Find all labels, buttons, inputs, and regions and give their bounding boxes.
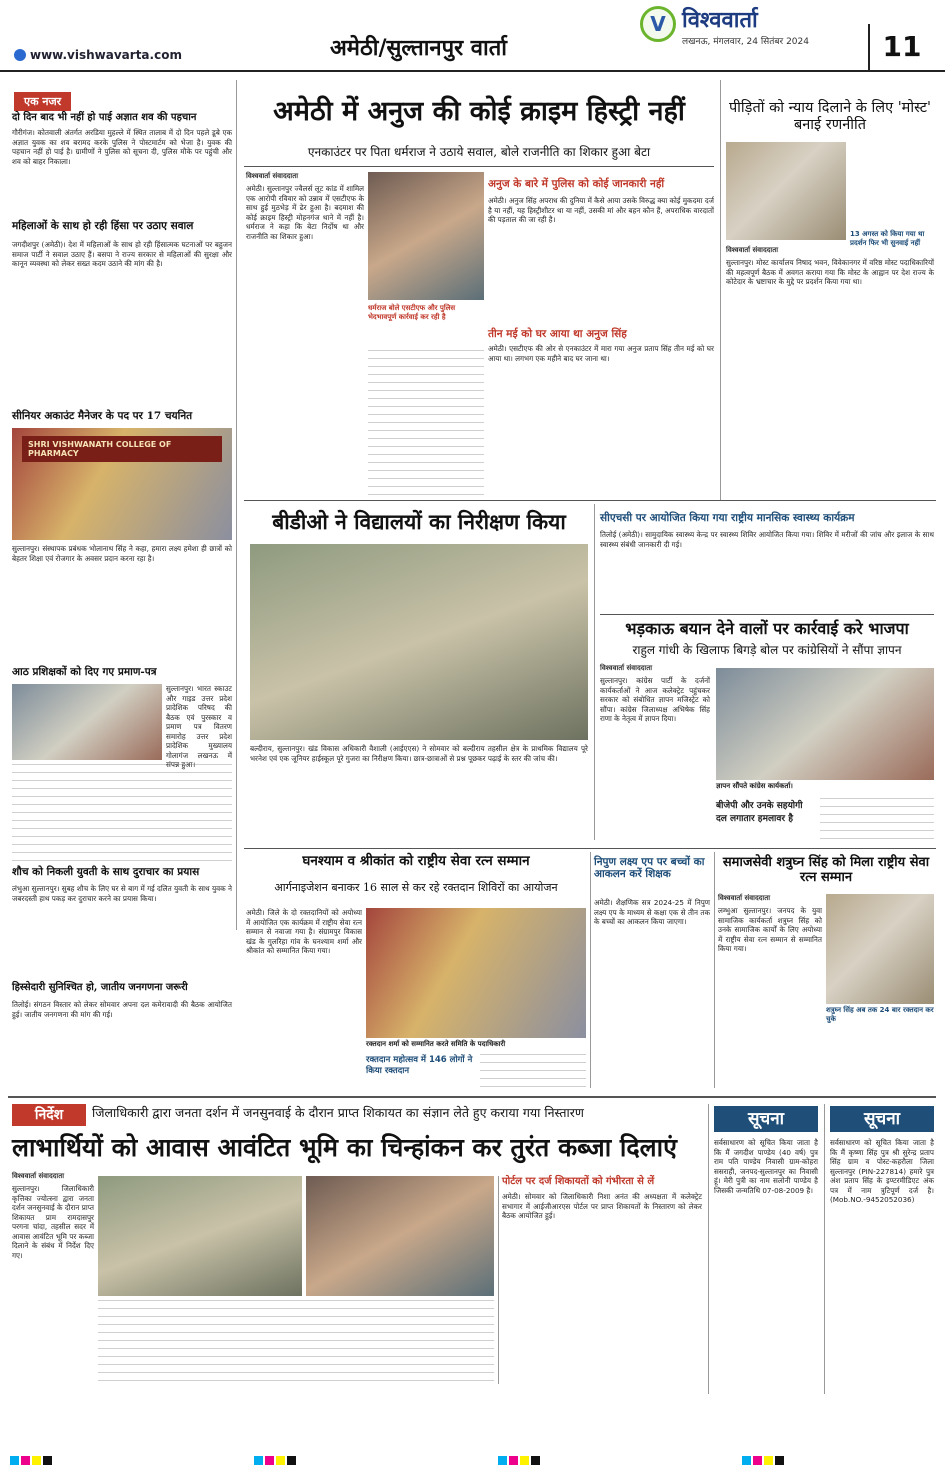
paper-logo (640, 4, 860, 52)
band-rule (244, 500, 936, 501)
congress-photo (716, 668, 934, 780)
ratna-quote: रक्तदान महोत्सव में 146 लोगों ने किया रक्तदान (366, 1055, 473, 1076)
bdo-body: बल्दीराय, सुल्तानपुर। खंड विकास अधिकारी वैशाली (आईएएस) ने सोमवार को बल्दीराय तहसील क्षेत्र के प्राथमिक विद्यालय पूरे भरनेश एवं एक जूनियर हाईस्कूल पूरे गुजरा का निरीक्षण किया। छात्र-छात्राओं से प्रश्न पूछकर पढ़ाई के स्तर की जांच की। (250, 744, 588, 763)
column-divider (236, 80, 237, 930)
lead-rule (244, 166, 714, 167)
story3-headline: सीनियर अकाउंट मैनेजर के पद पर 17 चयनित (12, 410, 193, 422)
portal-body: अमेठी। सोमवार को जिलाधिकारी निशा अनंत की अध्यक्षता में कलेक्ट्रेट सभागार में आईजीआरएस पोर्टल पर प्राप्त शिकायतों के निस्तारण को लेकर बैठक आयोजित हुई। (502, 1192, 702, 1220)
ek-nazar-label: एक नजर (14, 92, 71, 111)
column-divider (714, 852, 715, 1088)
bottom-headline: लाभार्थियों को आवास आवंटित भूमि का चिन्हांकन कर तुरंत कब्जा दिलाएं (12, 1133, 677, 1162)
dm-photo (98, 1176, 302, 1296)
magenta-swatch (509, 1456, 518, 1465)
lead-byline: विश्ववार्ता संवाददाता (246, 172, 299, 180)
nipun-headline: निपुण लक्ष्य एप पर बच्चों का आकलन करें शिक्षक (594, 856, 705, 881)
ratna-photo (366, 908, 586, 1038)
college-photo (12, 428, 232, 540)
black-swatch (43, 1456, 52, 1465)
story6-headline: हिस्सेदारी सुनिश्चित हो, जातीय जनगणना जरूरी (12, 982, 188, 993)
janta-darshan-photo (306, 1176, 494, 1296)
story2-body: जगदीशपुर (अमेठी)। देश में महिलाओं के साथ हो रही हिंसात्मक घटनाओं पर बहुजन समाज पार्टी ने सवाल उठाए हैं। बसपा ने राज्य सरकार से महिलाओं की सुरक्षा और कानून व्यवस्था को लेकर सख्त कदम उठाने की मांग की है। (12, 240, 232, 268)
lead-subheadline: एनकाउंटर पर पिता धर्मराज ने उठाये सवाल, बोले राजनीति का शिकार हुआ बेटा (307, 145, 651, 159)
mental-body: तिलोई (अमेठी)। सामुदायिक स्वास्थ्य केन्द्र पर स्वास्थ्य शिविर आयोजित किया गया। शिविर में मरीजों की जांच और इलाज के साथ स्वास्थ्य संबंधी जानकारी दी गई। (600, 530, 934, 549)
side2-headline: तीन मई को घर आया था अनुज सिंह (488, 328, 627, 340)
story4-body: सुल्तानपुर। भारत स्काउट और गाइड उत्तर प्रदेश प्रादेशिक परिषद की बैठक एवं पुरस्कार व प्रमाण पत्र वितरण समारोह उत्तर प्रदेश प्रादेशिक मुख्यालय गोलागंज लखनऊ में संपन्न हुआ। (166, 684, 232, 769)
story3-body: सुल्तानपुर। संस्थापक प्रबंधक भोलानाथ सिंह ने कहा, हमारा लक्ष्य हमेशा ही छात्रों को बेहतर शिक्षा एवं रोजगार के अवसर प्रदान करना रहा है। (12, 544, 232, 563)
magenta-swatch (21, 1456, 30, 1465)
yellow-swatch (32, 1456, 41, 1465)
bjp-photo-caption: ज्ञापन सौंपते कांग्रेस कार्यकर्ता। (716, 782, 793, 790)
cyan-swatch (254, 1456, 263, 1465)
lead-headline: अमेठी में अनुज की कोई क्राइम हिस्ट्री नहीं (273, 96, 685, 127)
bjp-pullquote: बीजेपी और उनके सहयोगी दल लगातार हमलावर है (716, 801, 803, 824)
most-body: सुल्तानपुर। मोस्ट कार्यालय निषाद भवन, विवेकानगर में वरिष्ठ मोस्ट पदाधिकारियों की महत्वपूर्ण बैठक में अवगत कराया गया कि मोस्ट के आह्वान पर देश राज्य के कोटेदार के भ्रष्टाचार के मुद्दे पर प्रदर्शन किया गया था। (726, 258, 934, 286)
shatrughan-byline: विश्ववार्ता संवाददाता (718, 894, 771, 902)
lead-continued (368, 350, 484, 496)
logo-mark-icon: V (640, 6, 676, 42)
bdo-photo (250, 544, 588, 740)
bottom-kicker: जिलाधिकारी द्वारा जनता दर्शन में जनसुनवाई के दौरान प्राप्त शिकायत का संज्ञान लेते हुए कराया गया निस्तारण (92, 1105, 584, 1120)
page-number: 11 (868, 24, 934, 70)
column-divider (590, 852, 591, 1088)
black-swatch (775, 1456, 784, 1465)
dharmraj-photo (368, 172, 484, 300)
side1-headline: अनुज के बारे में पुलिस को कोई जानकारी नहीं (488, 178, 665, 190)
globe-icon (14, 49, 26, 61)
side1-body: अमेठी। अनुज सिंह अपराध की दुनिया में कैसे आया उसके विरुद्ध क्या कोई मुकदमा दर्ज है या नहीं, यह हिस्ट्रीशीटर था या नहीं, उसकी मां और बहन कौन हैं, अपराधिक वारदातों की पड़ताल की जा रही है। (488, 196, 714, 224)
notice-left-body: सर्वसाधारण को सूचित किया जाता है कि मैं जगदीश पाण्डेय (40 वर्ष) पुत्र राम पति पाण्डेय निवासी ग्राम-कोहरा ससराही, जनपद-सुल्तानपुर का निवासी हूं। मेरी पुत्री का नाम सलोनी पाण्डेय है जिसकी जन्मतिथि 07-08-2009 है। (714, 1138, 818, 1195)
black-swatch (531, 1456, 540, 1465)
bjp-body: सुल्तानपुर। कांग्रेस पार्टी के दर्जनों कार्यकर्ताओं ने आज कलेक्ट्रेट पहुंचकर सरकार को संबोधित ज्ञापन मजिस्ट्रेट को सौंपा। कांग्रेस जिलाध्यक्ष अभिषेक सिंह राणा के नेतृत्व में ज्ञापन दिया। (600, 676, 710, 723)
most-headline: पीड़ितों को न्याय दिलाने के लिए 'मोस्ट' बनाई रणनीति (728, 100, 932, 133)
bjp-continued (820, 798, 934, 840)
story5-headline: शौच को निकली युवती के साथ दुराचार का प्रयास (12, 866, 200, 878)
shatrughan-photo-caption: शत्रुघ्न सिंह अब तक 24 बार रक्तदान कर चुके (826, 1006, 934, 1023)
ratna-continued (480, 1054, 586, 1088)
story4-headline: आठ प्रशिक्षकों को दिए गए प्रमाण-पत्र (12, 666, 157, 678)
shatrughan-headline: समाजसेवी शत्रुघ्न सिंह को मिला राष्ट्रीय सेवा रत्न सम्मान (722, 855, 930, 885)
story5-body: लंभुआ सुल्तानपुर। सुबह शौच के लिए घर से बाग में गई दलित युवती के साथ युवक ने जबरदस्ती हाथ पकड़ कर दुराचार करने का प्रयास किया। (12, 884, 232, 903)
story1-headline: दो दिन बाद भी नहीं हो पाई अज्ञात शव की पहचान (12, 112, 197, 123)
shatrughan-body: लम्भुआ सुल्तानपुर। जनपद के युवा सामाजिक कार्यकर्ता शत्रुघ्न सिंह को उनके सामाजिक कार्यों के लिए अयोध्या में राष्ट्रीय सेवा रत्न सम्मान से सम्मानित किया गया। (718, 906, 822, 953)
bjp-headline: भड़काऊ बयान देने वालों पर कार्रवाई करे भाजपा (625, 619, 909, 638)
most-photo-caption: 13 अगस्त को किया गया था प्रदर्शन फिर भी सुनवाई नहीं (850, 230, 925, 247)
column-divider (824, 1104, 825, 1394)
column-divider (720, 80, 721, 500)
story2-headline: महिलाओं के साथ हो रही हिंसा पर उठाए सवाल (12, 220, 194, 232)
section-title: अमेठी/सुल्तानपुर वार्ता (330, 35, 507, 61)
portal-headline: पोर्टल पर दर्ज शिकायतों को गंभीरता से लें (502, 1176, 655, 1187)
photo-banner: SHRI VISHWANATH COLLEGE OF PHARMACY (22, 436, 222, 462)
mental-headline: सीएचसी पर आयोजित किया गया राष्ट्रीय मानसिक स्वास्थ्य कार्यक्रम (600, 512, 855, 524)
black-swatch (287, 1456, 296, 1465)
story4-continued (12, 764, 232, 862)
bottom-body: सुल्तानपुर। जिलाधिकारी कृत्तिका ज्योत्स्ना द्वारा जनता दर्शन जनसुनवाई के दौरान प्राप्त शिकायत प्राम रामदासपुर परगना चांदा, तहसील सदर में आवास आवंटित भूमि पर कब्जा दिलाने के संबंध में निर्देश दिए गए। (12, 1184, 94, 1260)
bjp-subheadline: राहुल गांधी के खिलाफ बिगड़े बोल पर कांग्रेसियों ने सौंपा ज्ञापन (632, 643, 902, 657)
bdo-headline: बीडीओ ने विद्यालयों का निरीक्षण किया (272, 509, 566, 534)
magenta-swatch (753, 1456, 762, 1465)
yellow-swatch (764, 1456, 773, 1465)
side2-body: अमेठी। एसटीएफ की ओर से एनकाउंटर में मारा गया अनुज प्रताप सिंह तीन मई को घर आया था। लगभग एक महीने बाद घर जाना था। (488, 344, 714, 363)
lower-rule (244, 848, 936, 849)
lead-photo-caption: धर्मराज बोले एसटीएफ और पुलिस भेदभावपूर्ण कार्रवाई कर रही है (368, 304, 456, 321)
notice-left-title: सूचना (714, 1106, 818, 1132)
ratna-headline: घनश्याम व श्रीकांत को राष्ट्रीय सेवा रत्न सम्मान (302, 853, 530, 869)
ratna-photo-caption: रक्तदान शर्मा को सम्मानित करते समिति के पदाधिकारी (366, 1040, 506, 1048)
bjp-byline: विश्ववार्ता संवाददाता (600, 664, 653, 672)
paper-name: विश्ववार्ता (682, 8, 758, 33)
masthead (0, 0, 945, 72)
story1-body: गौरीगंज। कोतवाली अंतर्गत अरडिया मुहल्ले में स्थित तालाब में दो दिन पहले डूबे एक अज्ञात युवक का शव बरामद करके पुलिस ने पोस्टमार्टम को भेजा है। युवक की पहचान नहीं हो पाई है। ग्रामीणों ने पुलिस को सूचना दी, पुलिस मौके पर पहुंची और शव को बाहर निकाला। (12, 128, 232, 166)
dateline: लखनऊ, मंगलवार, 24 सितंबर 2024 (682, 37, 809, 47)
cyan-swatch (10, 1456, 19, 1465)
notice-right-body: सर्वसाधारण को सूचित किया जाता है कि मैं कृष्णा सिंह पुत्र श्री सुरेन्द्र प्रताप सिंह ग्राम व पोस्ट-कहरौला जिला सुल्तानपुर (PIN-227814) हमारे पुत्र अंश प्रताप सिंह के इण्टरमीडिएट अंक पत्र में नाम त्रुटिपूर्ण दर्ज है। (Mob.NO.-9452052036) (830, 1138, 934, 1204)
cyan-swatch (742, 1456, 751, 1465)
bottom-continued (98, 1300, 494, 1384)
most-byline: विश्ववार्ता संवाददाता (726, 246, 779, 254)
scout-photo (12, 684, 162, 760)
lead-body: अमेठी। सुल्तानपुर ज्वैलर्स लूट कांड में शामिल एक आरोपी रविवार को उन्नाव में एसटीएफ के साथ हुई मुठभेड़ में ढेर हुआ है। बदमाश की कोई क्राइम हिस्ट्री मोहनगंज थाने में नहीं है। धर्मराज ने कहा कि बेटा निर्दोष था और राजनीति का शिकार हुआ। (246, 184, 364, 241)
most-photo (726, 142, 846, 240)
story6-body: तिलोई। संगठन विस्तार को लेकर सोमवार अपना दल कमेरावादी की बैठक आयोजित हुई। जातीय जनगणना की मांग की गई। (12, 1000, 232, 1019)
cyan-swatch (498, 1456, 507, 1465)
nirdesh-tag: निर्देश (12, 1104, 86, 1126)
column-divider (708, 1104, 709, 1394)
yellow-swatch (520, 1456, 529, 1465)
magenta-swatch (265, 1456, 274, 1465)
column-divider (594, 504, 595, 840)
website-url[interactable]: www.vishwavarta.com (14, 48, 182, 62)
print-color-bar (10, 1450, 935, 1460)
nipun-body: अमेठी। शैक्षणिक सत्र 2024-25 में निपुण लक्ष्य एप के माध्यम से कक्षा एक से तीन तक के बच्चों का आकलन किया जाएगा। (594, 898, 710, 926)
bottom-rule (8, 1096, 936, 1098)
column-divider (498, 1176, 499, 1384)
ratna-body: अमेठी। जिले के दो रक्तदानियों को अयोध्या में आयोजित एक कार्यक्रम में राष्ट्रीय सेवा रत्न सम्मान से नवाजा गया है। संग्रामपुर विकास खंड के गुलरिहा गांव के घनश्याम शर्मा और श्रीकांत को सम्मानित किया गया। (246, 908, 362, 955)
mental-rule (600, 614, 934, 615)
notice-right-title: सूचना (830, 1106, 934, 1132)
yellow-swatch (276, 1456, 285, 1465)
shatrughan-photo (826, 894, 934, 1004)
bottom-byline: विश्ववार्ता संवाददाता (12, 1172, 65, 1180)
ratna-subheadline: आर्गनाइजेशन बनाकर 16 साल से कर रहे रक्तदान शिविरों का आयोजन (274, 881, 558, 894)
